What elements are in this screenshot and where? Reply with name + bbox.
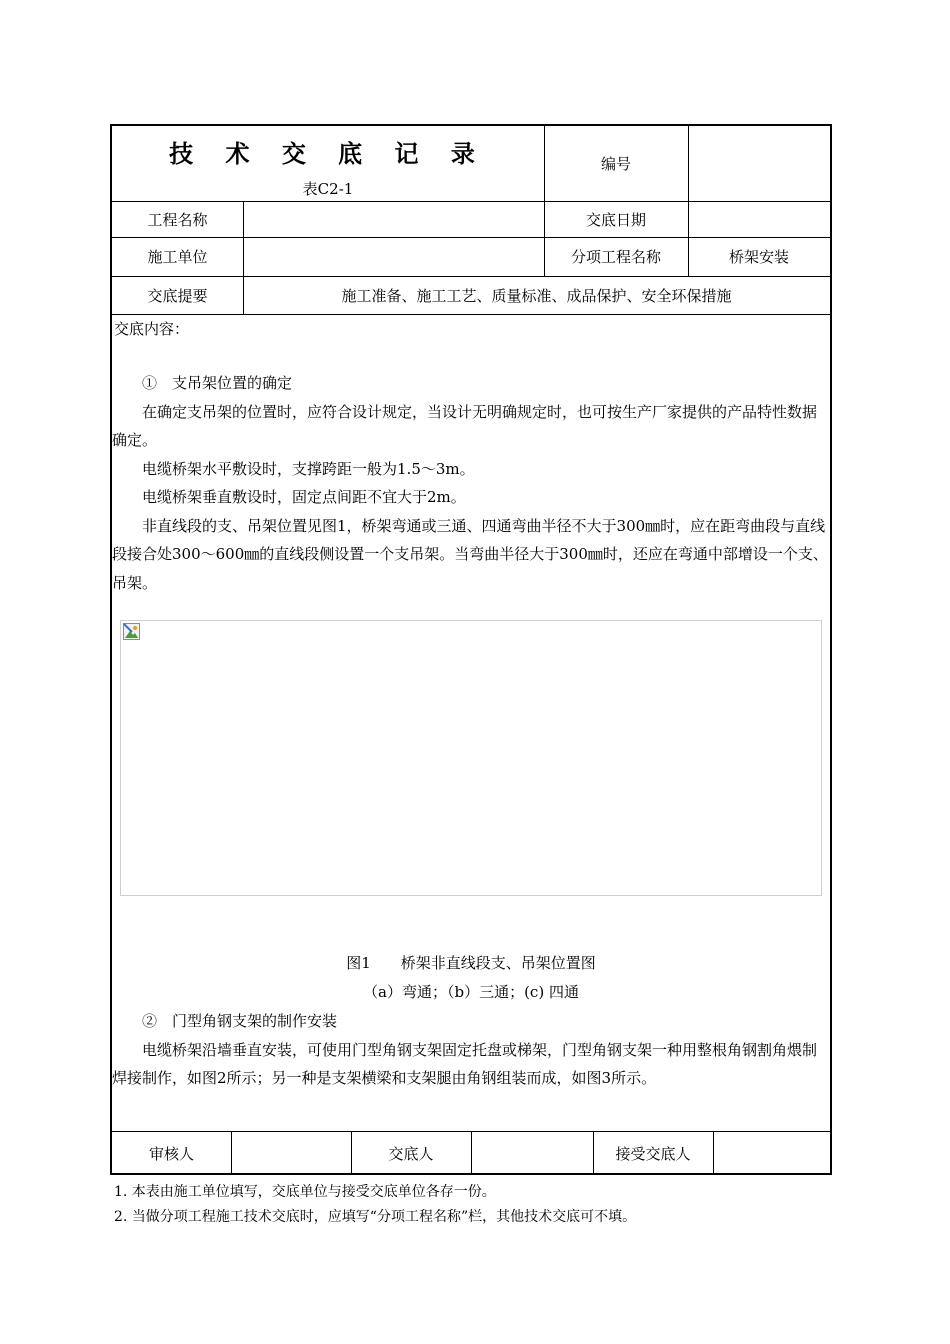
- figure-1-caption: 图1 桥架非直线段支、吊架位置图: [346, 954, 596, 972]
- paragraph: 非直线段的支、吊架位置见图1，桥架弯通或三通、四通弯曲半径不大于300㎜时，应在距弯曲段与直线段接合处300～600㎜的直线段侧设置一个支吊架。当弯曲半径大于300㎜时，还应在弯通中部增设一个支、吊架。: [112, 516, 828, 592]
- paragraph: 电缆桥架水平敷设时，支撑跨距一般为1.5～3m。: [142, 459, 475, 478]
- receiver-label: 接受交底人: [615, 1144, 691, 1163]
- content-label: 交底内容：: [114, 320, 190, 338]
- number-label: 编号: [600, 155, 631, 173]
- project-name-label: 工程名称: [147, 210, 208, 229]
- technical-disclosure-form: [110, 124, 832, 1175]
- construction-unit-label: 施工单位: [147, 248, 208, 266]
- disclosure-date-field[interactable]: [688, 201, 830, 237]
- summary-label: 交底提要: [147, 286, 208, 305]
- construction-unit-field[interactable]: [243, 237, 544, 276]
- presenter-label: 交底人: [388, 1144, 434, 1163]
- presenter-field[interactable]: [471, 1131, 593, 1175]
- rule: [112, 314, 830, 315]
- form-title: 技 术 交 底 记 录: [169, 139, 487, 168]
- figure-1-subcaption: （a）弯通；（b）三通；(c) 四通: [363, 983, 579, 1001]
- sub-project-name-label: 分项工程名称: [570, 248, 661, 266]
- paragraph: 电缆桥架垂直敷设时，固定点间距不宜大于2m。: [142, 488, 466, 506]
- content-body: [112, 369, 830, 597]
- broken-image-icon: [123, 623, 140, 640]
- sub-project-name-field[interactable]: 桥架安装: [728, 248, 789, 266]
- section1-title: ① 支吊架位置的确定: [142, 374, 293, 392]
- number-field[interactable]: [688, 126, 830, 201]
- reviewer-field[interactable]: [231, 1131, 351, 1175]
- section2-title: ② 门型角钢支架的制作安装: [142, 1012, 338, 1030]
- form-code: 表C2-1: [302, 180, 354, 198]
- paragraph: 电缆桥架沿墙垂直安装，可使用门型角钢支架固定托盘或梯架，门型角钢支架一种用整根角钢割角煨制焊接制作，如图2所示；另一种是支架横梁和支架腿由角钢组装而成，如图3所示。: [112, 1040, 818, 1087]
- footnotes: [114, 1180, 636, 1230]
- summary-value: 施工准备、施工工艺、质量标准、成品保护、安全环保措施: [341, 286, 732, 305]
- disclosure-date-label: 交底日期: [585, 210, 646, 229]
- footnote: 1. 本表由施工单位填写，交底单位与接受交底单位各存一份。: [114, 1184, 496, 1200]
- project-name-field[interactable]: [243, 201, 544, 237]
- paragraph: 在确定支吊架的位置时，应符合设计规定，当设计无明确规定时，也可按生产厂家提供的产品特性数据确定。: [112, 402, 818, 449]
- reviewer-label: 审核人: [148, 1144, 194, 1163]
- content-body-2: [112, 1007, 830, 1093]
- receiver-field[interactable]: [713, 1131, 830, 1175]
- footnote: 2. 当做分项工程施工技术交底时，应填写“分项工程名称”栏，其他技术交底可不填。: [114, 1209, 637, 1225]
- figure-1-image: [120, 620, 822, 896]
